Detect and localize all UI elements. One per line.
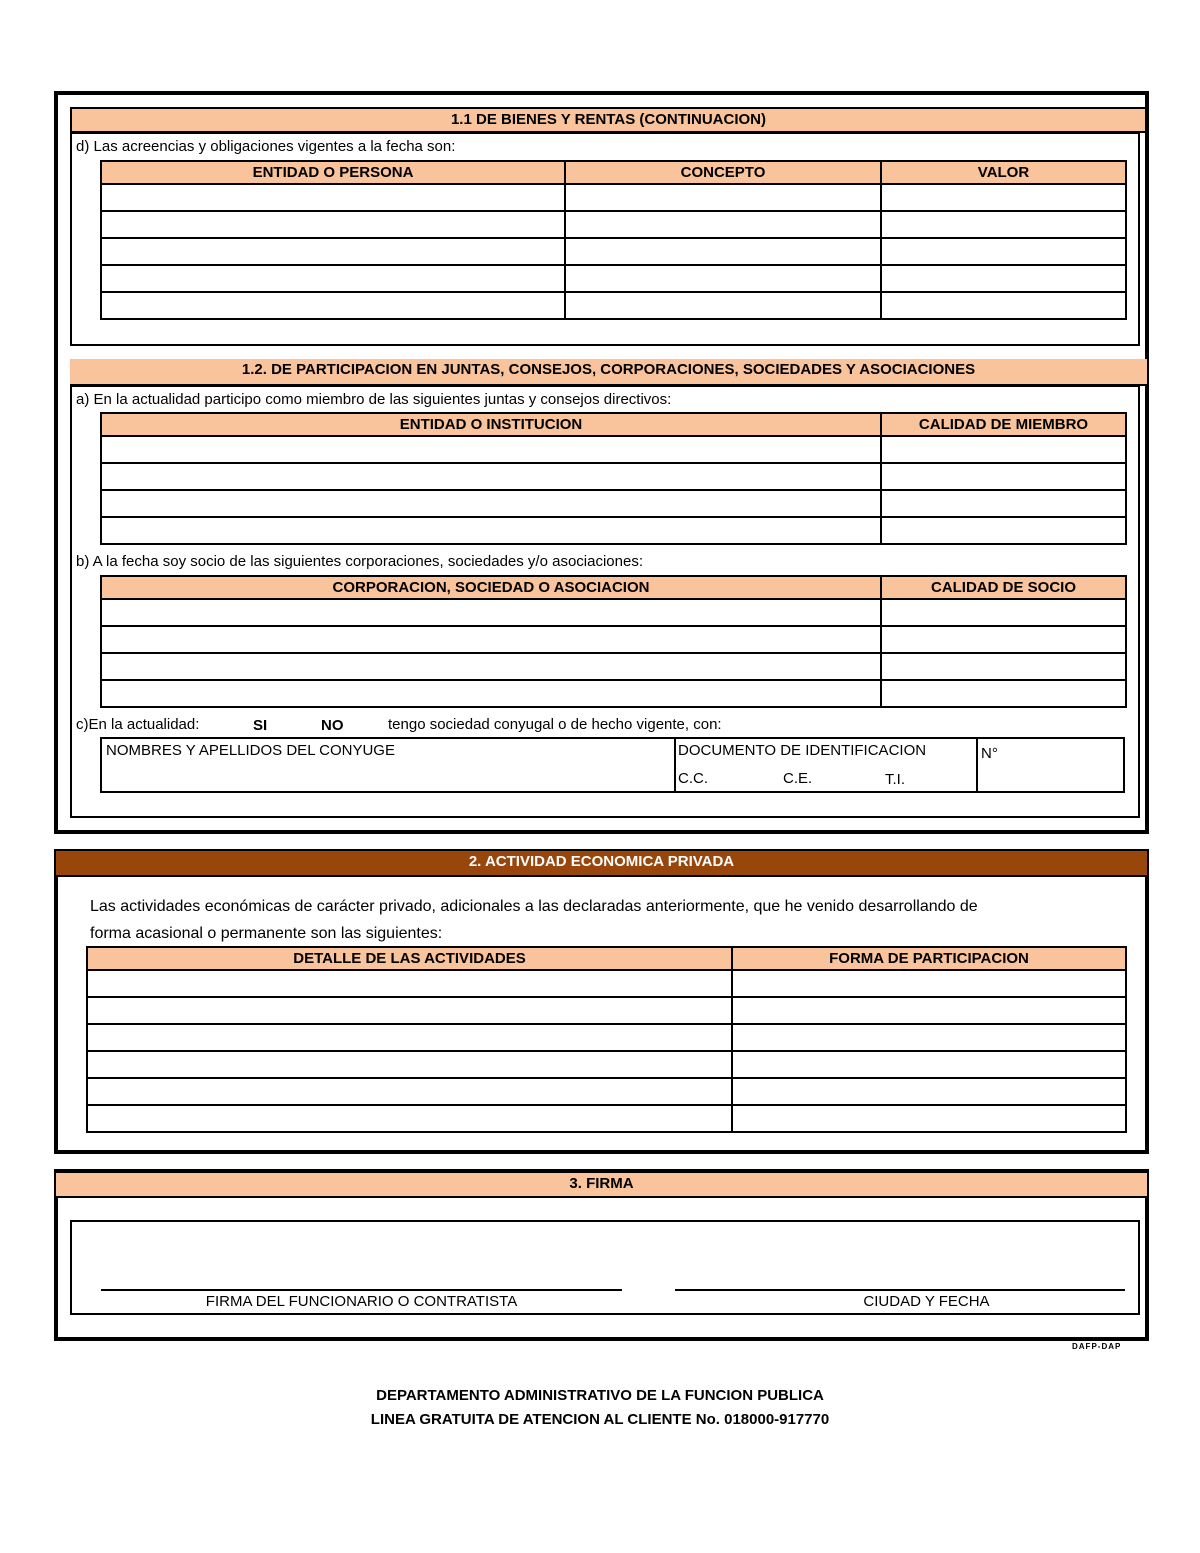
table-cell[interactable] bbox=[881, 436, 1126, 463]
table-cell[interactable] bbox=[87, 970, 732, 997]
table-cell[interactable] bbox=[101, 626, 881, 653]
city-date-line[interactable] bbox=[675, 1289, 1125, 1291]
table-cell[interactable] bbox=[101, 238, 565, 265]
activities-table-header bbox=[87, 947, 1126, 970]
partners-table bbox=[100, 575, 1127, 708]
spouse-divider-2 bbox=[976, 737, 978, 793]
table-row bbox=[101, 517, 1126, 544]
table-cell[interactable] bbox=[881, 211, 1126, 238]
doc-type-ti[interactable]: T.I. bbox=[885, 771, 906, 788]
table-cell[interactable] bbox=[87, 1051, 732, 1078]
doc-type-ce[interactable]: C.E. bbox=[783, 770, 813, 787]
table-cell[interactable] bbox=[881, 626, 1126, 653]
option-si[interactable]: SI bbox=[253, 717, 268, 734]
section-1-2-header bbox=[70, 359, 1147, 386]
table-cell[interactable] bbox=[101, 265, 565, 292]
table-cell[interactable] bbox=[881, 463, 1126, 490]
table-row bbox=[101, 626, 1126, 653]
table-row bbox=[87, 1078, 1126, 1105]
table-cell[interactable] bbox=[101, 184, 565, 211]
table-cell[interactable] bbox=[732, 1078, 1126, 1105]
table-cell[interactable] bbox=[87, 1078, 732, 1105]
item-a-label: a) En la actualidad participo como miembro de las siguientes juntas y consejos directivos: bbox=[76, 391, 672, 408]
table-row bbox=[101, 680, 1126, 707]
table-cell[interactable] bbox=[881, 653, 1126, 680]
item-c-suffix: tengo sociedad conyugal o de hecho vigente, con: bbox=[388, 716, 722, 733]
section-1-1-title: 1.1 DE BIENES Y RENTAS (CONTINUACION) bbox=[450, 111, 767, 128]
col-concepto: CONCEPTO bbox=[565, 161, 881, 184]
table-cell[interactable] bbox=[565, 292, 881, 319]
signature-line[interactable] bbox=[101, 1289, 622, 1291]
table-cell[interactable] bbox=[732, 997, 1126, 1024]
table-cell[interactable] bbox=[881, 238, 1126, 265]
table-row bbox=[101, 490, 1126, 517]
table-cell[interactable] bbox=[101, 599, 881, 626]
table-cell[interactable] bbox=[87, 1024, 732, 1051]
table-cell[interactable] bbox=[881, 265, 1126, 292]
table-cell[interactable] bbox=[881, 490, 1126, 517]
table-cell[interactable] bbox=[732, 1105, 1126, 1132]
table-cell[interactable] bbox=[87, 1105, 732, 1132]
table-cell[interactable] bbox=[101, 653, 881, 680]
option-no[interactable]: NO bbox=[321, 717, 344, 734]
spouse-doc-label: DOCUMENTO DE IDENTIFICACION bbox=[678, 742, 927, 759]
col-calidad-miembro: CALIDAD DE MIEMBRO bbox=[881, 413, 1126, 436]
table-row bbox=[101, 184, 1126, 211]
table-row bbox=[87, 1051, 1126, 1078]
table-cell[interactable] bbox=[732, 1051, 1126, 1078]
table-row bbox=[101, 463, 1126, 490]
table-row bbox=[101, 238, 1126, 265]
col-valor: VALOR bbox=[881, 161, 1126, 184]
col-corporacion: CORPORACION, SOCIEDAD O ASOCIACION bbox=[101, 576, 881, 599]
table-cell[interactable] bbox=[101, 292, 565, 319]
form-code: DAFP-DAP bbox=[1072, 1342, 1122, 1351]
table-cell[interactable] bbox=[565, 211, 881, 238]
col-entidad-persona: ENTIDAD O PERSONA bbox=[101, 161, 565, 184]
section-2-title: 2. ACTIVIDAD ECONOMICA PRIVADA bbox=[468, 853, 735, 870]
table-cell[interactable] bbox=[565, 265, 881, 292]
table-row bbox=[101, 436, 1126, 463]
partners-table-header bbox=[101, 576, 1126, 599]
spouse-divider-1 bbox=[674, 737, 676, 793]
table-row bbox=[87, 1105, 1126, 1132]
signature-label: FIRMA DEL FUNCIONARIO O CONTRATISTA bbox=[205, 1293, 518, 1310]
city-date-label: CIUDAD Y FECHA bbox=[863, 1293, 990, 1310]
table-row bbox=[101, 653, 1126, 680]
table-cell[interactable] bbox=[87, 997, 732, 1024]
section-1-2-title: 1.2. DE PARTICIPACION EN JUNTAS, CONSEJOS, CORPORACIONES, SOCIEDADES Y ASOCIACIONES bbox=[241, 361, 976, 378]
section-1-1-header bbox=[70, 107, 1147, 133]
table-row bbox=[101, 599, 1126, 626]
debts-table bbox=[100, 160, 1127, 320]
boards-table-header bbox=[101, 413, 1126, 436]
spouse-names-label[interactable]: NOMBRES Y APELLIDOS DEL CONYUGE bbox=[106, 742, 395, 759]
table-row bbox=[87, 1024, 1126, 1051]
table-row bbox=[101, 292, 1126, 319]
table-cell[interactable] bbox=[732, 970, 1126, 997]
debts-table-header bbox=[101, 161, 1126, 184]
table-cell[interactable] bbox=[101, 211, 565, 238]
doc-type-cc[interactable]: C.C. bbox=[678, 770, 708, 787]
table-row bbox=[101, 265, 1126, 292]
item-c-prefix: c)En la actualidad: bbox=[76, 716, 200, 733]
table-cell[interactable] bbox=[101, 490, 881, 517]
table-cell[interactable] bbox=[101, 680, 881, 707]
section-3-header bbox=[56, 1173, 1147, 1198]
table-cell[interactable] bbox=[881, 680, 1126, 707]
table-cell[interactable] bbox=[565, 184, 881, 211]
table-cell[interactable] bbox=[881, 517, 1126, 544]
footer-line-1: DEPARTAMENTO ADMINISTRATIVO DE LA FUNCION PUBLICA bbox=[376, 1387, 824, 1404]
table-row bbox=[87, 997, 1126, 1024]
table-row bbox=[87, 970, 1126, 997]
boards-table bbox=[100, 412, 1127, 545]
table-cell[interactable] bbox=[881, 599, 1126, 626]
table-cell[interactable] bbox=[101, 436, 881, 463]
col-forma-participacion: FORMA DE PARTICIPACION bbox=[732, 947, 1126, 970]
activities-table bbox=[86, 946, 1127, 1133]
item-b-label: b) A la fecha soy socio de las siguientes corporaciones, sociedades y/o asociaciones: bbox=[76, 553, 643, 570]
table-cell[interactable] bbox=[101, 517, 881, 544]
table-cell[interactable] bbox=[565, 238, 881, 265]
section-2-header bbox=[56, 851, 1147, 877]
doc-number-label[interactable]: N° bbox=[981, 745, 998, 762]
table-cell[interactable] bbox=[881, 292, 1126, 319]
section-2-intro-1: Las actividades económicas de carácter privado, adicionales a las declaradas anteriormente, que he venido desarrollando de bbox=[90, 898, 978, 915]
item-d-label: d) Las acreencias y obligaciones vigentes a la fecha son: bbox=[76, 138, 456, 155]
col-detalle-actividades: DETALLE DE LAS ACTIVIDADES bbox=[87, 947, 732, 970]
table-cell[interactable] bbox=[101, 463, 881, 490]
table-cell[interactable] bbox=[881, 184, 1126, 211]
table-cell[interactable] bbox=[732, 1024, 1126, 1051]
table-row bbox=[101, 211, 1126, 238]
col-calidad-socio: CALIDAD DE SOCIO bbox=[881, 576, 1126, 599]
footer-line-2: LINEA GRATUITA DE ATENCION AL CLIENTE No. 018000-917770 bbox=[370, 1411, 830, 1428]
section-3-title: 3. FIRMA bbox=[569, 1175, 634, 1192]
section-2-intro-2: forma acasional o permanente son las siguientes: bbox=[90, 925, 443, 942]
col-entidad-institucion: ENTIDAD O INSTITUCION bbox=[101, 413, 881, 436]
